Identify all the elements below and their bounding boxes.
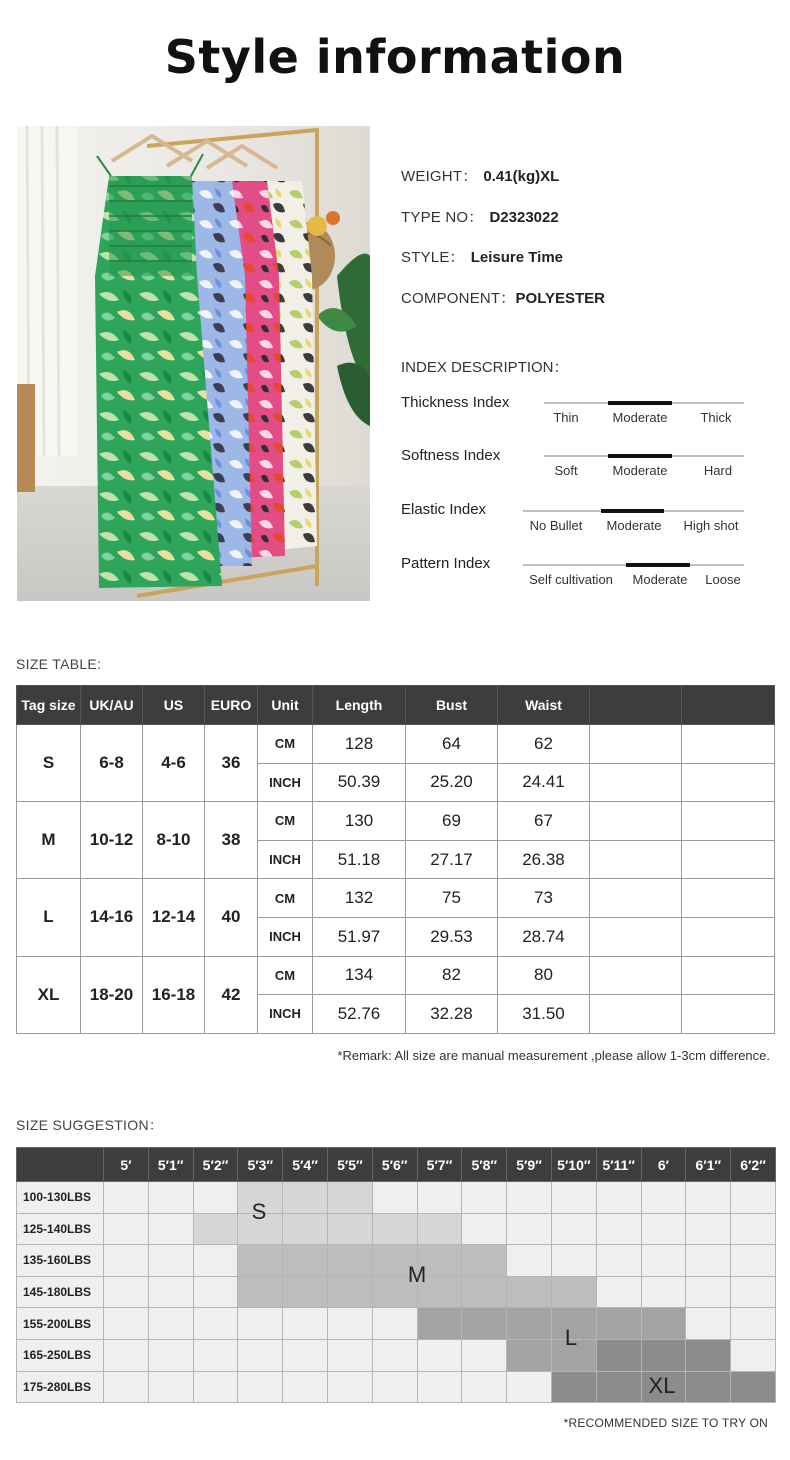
weight-label: 145-180LBS — [17, 1276, 104, 1308]
waist-inch: 24.41 — [498, 763, 590, 802]
grid-cell — [238, 1339, 283, 1371]
weight-label: WEIGHT： — [401, 168, 478, 185]
size-table-header — [17, 686, 775, 725]
uk-size: 6-8 — [81, 725, 143, 802]
grid-cell — [283, 1371, 328, 1403]
grid-cell — [193, 1245, 238, 1277]
size-zone-cell-s — [417, 1213, 462, 1245]
height-header: 5′3″ — [238, 1148, 283, 1182]
waist-cm: 73 — [498, 879, 590, 918]
empty-cell — [682, 995, 775, 1034]
table-row — [17, 956, 775, 995]
elastic-scale — [523, 510, 744, 540]
grid-cell — [731, 1308, 776, 1340]
size-zone-cell-m — [551, 1276, 596, 1308]
empty-cell — [682, 956, 775, 995]
length-cm: 134 — [313, 956, 406, 995]
grid-cell — [507, 1182, 552, 1214]
softness-scale — [544, 455, 744, 485]
size-zone-cell-xl — [551, 1371, 596, 1403]
grid-cell — [148, 1308, 193, 1340]
grid-cell — [551, 1245, 596, 1277]
empty-cell — [682, 879, 775, 918]
uk-size: 18-20 — [81, 956, 143, 1033]
waist-inch: 28.74 — [498, 917, 590, 956]
waist-cm: 62 — [498, 725, 590, 764]
unit-inch: INCH — [258, 917, 313, 956]
height-header: 5′9″ — [507, 1148, 552, 1182]
suggestion-row — [17, 1213, 776, 1245]
page-title: Style information — [164, 30, 626, 84]
zone-label-l: L — [564, 1325, 578, 1350]
style-row — [401, 246, 563, 267]
grid-cell — [283, 1308, 328, 1340]
size-suggestion-grid — [16, 1147, 776, 1403]
length-cm: 130 — [313, 802, 406, 841]
bust-inch: 25.20 — [406, 763, 498, 802]
grid-cell — [507, 1245, 552, 1277]
dress-photo — [17, 126, 370, 601]
grid-cell — [641, 1245, 686, 1277]
table-row — [17, 879, 775, 918]
grid-cell — [462, 1339, 507, 1371]
grid-cell — [551, 1182, 596, 1214]
empty-cell — [590, 917, 682, 956]
size-zone-cell-s — [327, 1182, 372, 1214]
size-zone-cell-m — [283, 1276, 328, 1308]
empty-cell — [590, 956, 682, 995]
us-size: 4-6 — [143, 725, 205, 802]
size-zone-cell-l — [507, 1308, 552, 1340]
us-size: 16-18 — [143, 956, 205, 1033]
size-zone-cell-xl — [641, 1339, 686, 1371]
grid-cell — [104, 1213, 149, 1245]
grid-cell — [372, 1182, 417, 1214]
length-cm: 132 — [313, 879, 406, 918]
weight-label: 155-200LBS — [17, 1308, 104, 1340]
grid-cell — [104, 1276, 149, 1308]
size-zone-cell-m — [507, 1276, 552, 1308]
empty-cell — [590, 879, 682, 918]
suggestion-row — [17, 1276, 776, 1308]
weight-label: 175-280LBS — [17, 1371, 104, 1403]
grid-cell — [641, 1213, 686, 1245]
size-zone-cell-m — [283, 1245, 328, 1277]
elastic-index-label: Elastic Index — [401, 501, 487, 518]
scale-label-low: Soft — [554, 463, 578, 478]
grid-cell — [193, 1276, 238, 1308]
height-header: 5′10″ — [551, 1148, 596, 1182]
height-header: 6′1″ — [686, 1148, 731, 1182]
suggestion-row — [17, 1182, 776, 1214]
bust-cm: 82 — [406, 956, 498, 995]
length-inch: 50.39 — [313, 763, 406, 802]
grid-cell — [417, 1182, 462, 1214]
height-header: 5′4″ — [283, 1148, 328, 1182]
height-header: 5′11″ — [596, 1148, 641, 1182]
length-cm: 128 — [313, 725, 406, 764]
grid-cell — [417, 1371, 462, 1403]
us-size: 8-10 — [143, 802, 205, 879]
header-bust: Bust — [406, 686, 498, 725]
grid-cell — [462, 1182, 507, 1214]
bust-inch: 29.53 — [406, 917, 498, 956]
weight-label: 135-160LBS — [17, 1245, 104, 1277]
size-zone-cell-s — [283, 1213, 328, 1245]
header-unit: Unit — [258, 686, 313, 725]
suggestion-row — [17, 1308, 776, 1340]
length-inch: 51.18 — [313, 840, 406, 879]
grid-cell — [372, 1339, 417, 1371]
grid-cell — [327, 1371, 372, 1403]
grid-cell — [193, 1339, 238, 1371]
component-row — [401, 287, 605, 308]
table-row — [17, 725, 775, 764]
size-zone-cell-xl — [686, 1371, 731, 1403]
dress-illustration — [17, 126, 370, 601]
header-length: Length — [313, 686, 406, 725]
size-zone-cell-xl — [686, 1339, 731, 1371]
grid-cell — [417, 1339, 462, 1371]
height-header: 6′ — [641, 1148, 686, 1182]
height-header: 5′6″ — [372, 1148, 417, 1182]
header-waist: Waist — [498, 686, 590, 725]
scale-label-mid: Moderate — [606, 518, 662, 533]
grid-cell — [148, 1182, 193, 1214]
grid-cell — [462, 1371, 507, 1403]
weight-label: 125-140LBS — [17, 1213, 104, 1245]
grid-cell — [193, 1182, 238, 1214]
empty-cell — [590, 763, 682, 802]
scale-label-mid: Moderate — [612, 410, 668, 425]
grid-cell — [104, 1245, 149, 1277]
grid-cell — [148, 1245, 193, 1277]
pattern-scale — [523, 564, 744, 594]
scale-label-low: Thin — [553, 410, 579, 425]
empty-cell — [682, 840, 775, 879]
size-zone-cell-m — [327, 1276, 372, 1308]
uk-size: 14-16 — [81, 879, 143, 956]
scale-marker — [626, 563, 690, 567]
type-row — [401, 206, 559, 227]
scale-marker — [608, 454, 672, 458]
size-zone-cell-l — [507, 1339, 552, 1371]
scale-marker — [601, 509, 664, 513]
unit-cm: CM — [258, 879, 313, 918]
grid-cell — [372, 1371, 417, 1403]
bust-inch: 32.28 — [406, 995, 498, 1034]
euro-size: 36 — [205, 725, 258, 802]
header-euro: EURO — [205, 686, 258, 725]
tag-size: L — [17, 879, 81, 956]
corner-cell — [17, 1148, 104, 1182]
suggestion-header — [17, 1148, 776, 1182]
empty-cell — [590, 840, 682, 879]
size-remark: *Remark: All size are manual measurement ,please allow 1-3cm difference. — [337, 1048, 770, 1063]
empty-cell — [682, 763, 775, 802]
bust-cm: 75 — [406, 879, 498, 918]
size-table-label: SIZE TABLE: — [16, 656, 102, 672]
header-us: US — [143, 686, 205, 725]
grid-cell — [507, 1213, 552, 1245]
size-zone-cell-l — [596, 1308, 641, 1340]
grid-cell — [193, 1371, 238, 1403]
size-zone-cell-xl — [596, 1371, 641, 1403]
size-zone-cell-m — [462, 1245, 507, 1277]
euro-size: 38 — [205, 802, 258, 879]
grid-cell — [686, 1245, 731, 1277]
size-zone-cell-m — [462, 1276, 507, 1308]
size-zone-cell-m — [238, 1276, 283, 1308]
scale-label-high: Hard — [703, 463, 733, 478]
grid-cell — [596, 1213, 641, 1245]
height-header: 6′2″ — [731, 1148, 776, 1182]
grid-cell — [238, 1308, 283, 1340]
grid-cell — [731, 1213, 776, 1245]
unit-cm: CM — [258, 956, 313, 995]
grid-cell — [283, 1339, 328, 1371]
weight-value: 0.41(kg)XL — [483, 168, 560, 185]
grid-cell — [686, 1276, 731, 1308]
size-zone-cell-m — [238, 1245, 283, 1277]
empty-cell — [682, 802, 775, 841]
size-zone-cell-xl — [731, 1371, 776, 1403]
height-header: 5′1″ — [148, 1148, 193, 1182]
grid-cell — [148, 1339, 193, 1371]
euro-size: 42 — [205, 956, 258, 1033]
height-header: 5′7″ — [417, 1148, 462, 1182]
zone-label-xl: XL — [648, 1373, 676, 1398]
size-table — [16, 685, 775, 1034]
unit-cm: CM — [258, 802, 313, 841]
euro-size: 40 — [205, 879, 258, 956]
grid-cell — [327, 1339, 372, 1371]
size-zone-cell-s — [327, 1213, 372, 1245]
grid-cell — [104, 1371, 149, 1403]
scale-label-mid: Moderate — [612, 463, 668, 478]
grid-cell — [148, 1371, 193, 1403]
empty-cell — [682, 725, 775, 764]
grid-cell — [731, 1245, 776, 1277]
size-zone-cell-l — [462, 1308, 507, 1340]
empty-cell — [682, 917, 775, 956]
waist-cm: 67 — [498, 802, 590, 841]
grid-cell — [551, 1213, 596, 1245]
scale-marker — [608, 401, 672, 405]
unit-inch: INCH — [258, 840, 313, 879]
grid-cell — [507, 1371, 552, 1403]
tag-size: M — [17, 802, 81, 879]
empty-cell — [590, 725, 682, 764]
uk-size: 10-12 — [81, 802, 143, 879]
thickness-scale — [544, 402, 744, 432]
size-zone-cell-s — [193, 1213, 238, 1245]
size-zone-cell-s — [283, 1182, 328, 1214]
table-row — [17, 802, 775, 841]
thickness-index-label: Thickness Index — [401, 394, 510, 411]
grid-cell — [462, 1213, 507, 1245]
length-inch: 51.97 — [313, 917, 406, 956]
height-header: 5′5″ — [327, 1148, 372, 1182]
suggestion-row — [17, 1245, 776, 1277]
softness-index-label: Softness Index — [401, 447, 501, 464]
height-header: 5′8″ — [462, 1148, 507, 1182]
grid-cell — [731, 1182, 776, 1214]
size-zone-cell-l — [417, 1308, 462, 1340]
bust-cm: 69 — [406, 802, 498, 841]
header-empty — [682, 686, 775, 725]
grid-cell — [731, 1339, 776, 1371]
scale-label-low: Self cultivation — [529, 572, 613, 587]
header-uk-au: UK/AU — [81, 686, 143, 725]
waist-inch: 31.50 — [498, 995, 590, 1034]
zone-label-s: S — [251, 1199, 267, 1224]
size-zone-cell-s — [372, 1213, 417, 1245]
weight-label: 100-130LBS — [17, 1182, 104, 1214]
height-header: 5′ — [104, 1148, 149, 1182]
grid-cell — [372, 1308, 417, 1340]
bust-inch: 27.17 — [406, 840, 498, 879]
size-suggestion-label: SIZE SUGGESTION： — [16, 1117, 164, 1133]
style-value: Leisure Time — [470, 249, 563, 266]
scale-label-high: Loose — [705, 572, 741, 587]
scale-label-high: High shot — [683, 518, 739, 533]
zone-label-m: M — [407, 1262, 427, 1287]
grid-cell — [596, 1276, 641, 1308]
grid-cell — [148, 1213, 193, 1245]
pattern-index-label: Pattern Index — [401, 555, 491, 572]
scale-label-high: Thick — [700, 410, 732, 425]
grid-cell — [596, 1182, 641, 1214]
empty-cell — [590, 995, 682, 1034]
component-value: POLYESTER — [515, 290, 605, 307]
grid-cell — [104, 1308, 149, 1340]
grid-cell — [148, 1276, 193, 1308]
scale-label-mid: Moderate — [632, 572, 688, 587]
style-label: STYLE： — [401, 249, 465, 266]
grid-cell — [686, 1182, 731, 1214]
header-tag-size: Tag size — [17, 686, 81, 725]
suggestion-row — [17, 1339, 776, 1371]
grid-cell — [327, 1308, 372, 1340]
length-inch: 52.76 — [313, 995, 406, 1034]
empty-cell — [590, 802, 682, 841]
grid-cell — [104, 1182, 149, 1214]
grid-cell — [238, 1371, 283, 1403]
waist-cm: 80 — [498, 956, 590, 995]
scale-label-low: No Bullet — [529, 518, 583, 533]
grid-cell — [641, 1276, 686, 1308]
unit-inch: INCH — [258, 995, 313, 1034]
index-heading: INDEX DESCRIPTION： — [401, 359, 569, 376]
header-empty — [590, 686, 682, 725]
size-zone-cell-l — [641, 1308, 686, 1340]
recommend-note: *RECOMMENDED SIZE TO TRY ON — [563, 1416, 768, 1430]
grid-cell — [686, 1308, 731, 1340]
unit-cm: CM — [258, 725, 313, 764]
type-label: TYPE NO： — [401, 209, 484, 226]
tag-size: XL — [17, 956, 81, 1033]
grid-cell — [641, 1182, 686, 1214]
size-zone-cell-m — [327, 1245, 372, 1277]
tag-size: S — [17, 725, 81, 802]
bust-cm: 64 — [406, 725, 498, 764]
weight-label: 165-250LBS — [17, 1339, 104, 1371]
grid-cell — [686, 1213, 731, 1245]
grid-cell — [104, 1339, 149, 1371]
us-size: 12-14 — [143, 879, 205, 956]
size-zone-cell-xl — [596, 1339, 641, 1371]
height-header: 5′2″ — [193, 1148, 238, 1182]
waist-inch: 26.38 — [498, 840, 590, 879]
component-label: COMPONENT： — [401, 290, 516, 307]
grid-cell — [596, 1245, 641, 1277]
unit-inch: INCH — [258, 763, 313, 802]
weight-row — [401, 165, 559, 186]
grid-cell — [731, 1276, 776, 1308]
type-value: D2323022 — [489, 209, 559, 226]
grid-cell — [193, 1308, 238, 1340]
